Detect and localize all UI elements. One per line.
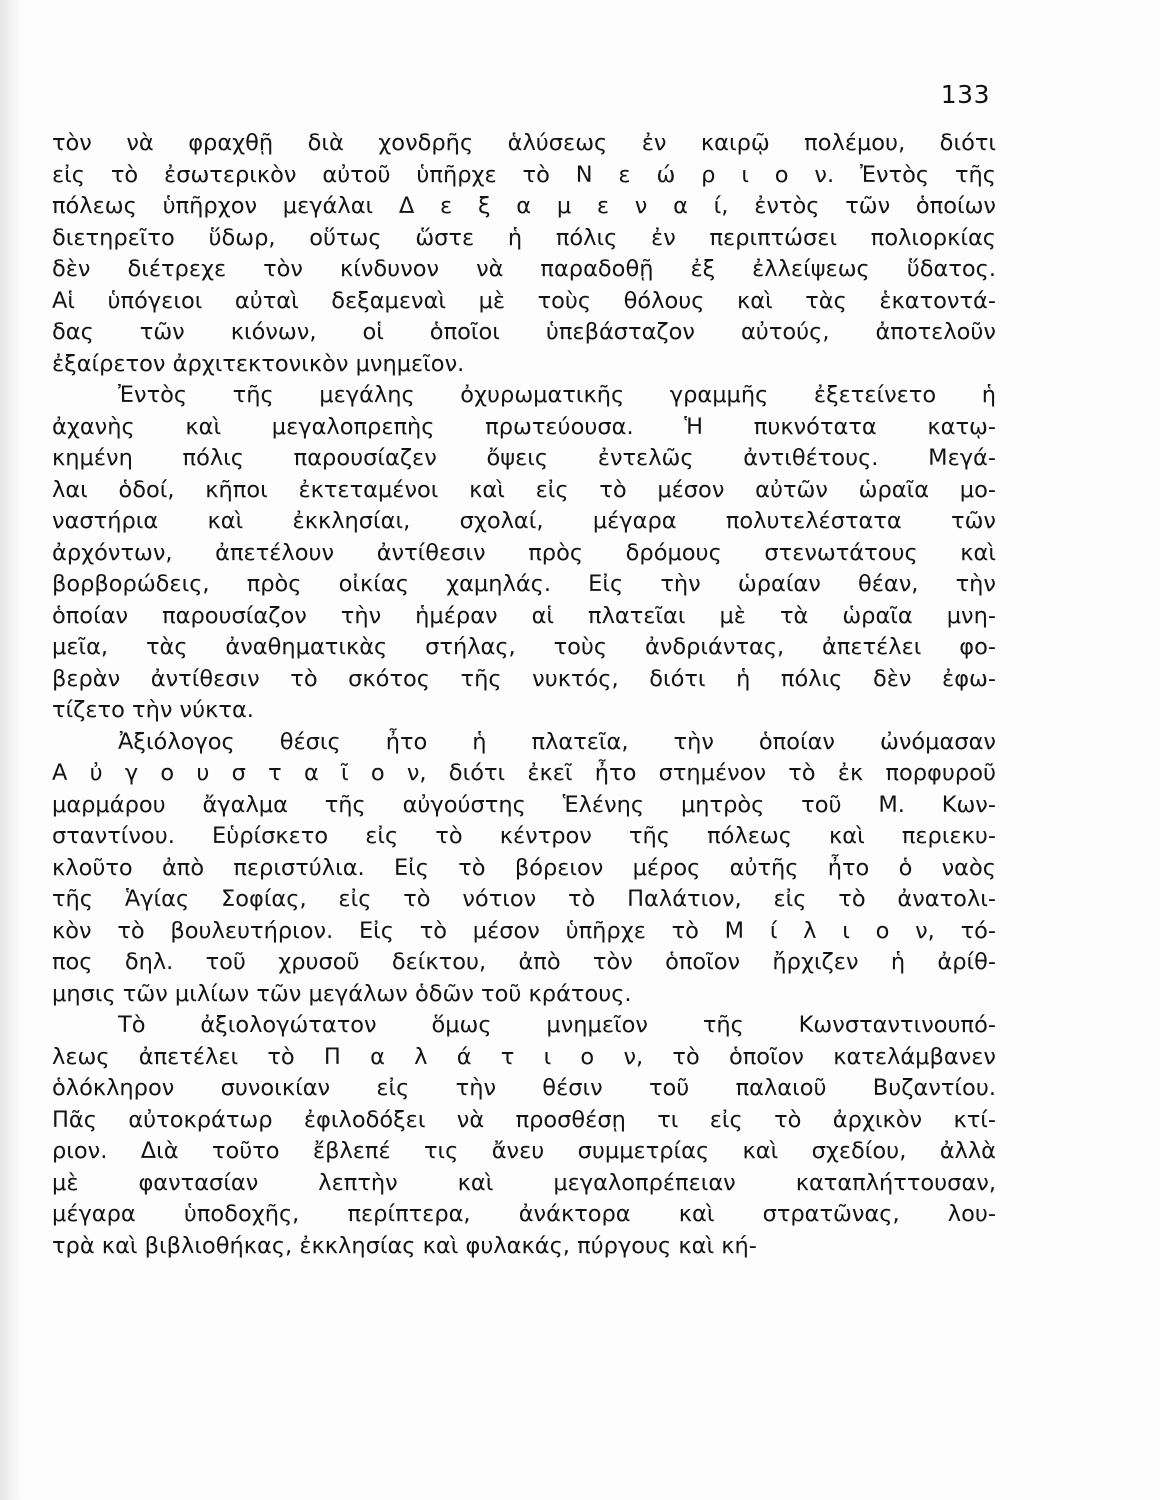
text-line: Πᾶς αὐτοκράτωρ ἐφιλοδόξει νὰ προσθέσῃ τι εἰς τὸ ἀρχικὸν κτί- [52, 1106, 996, 1133]
paragraph [52, 128, 996, 380]
text-line: κὸν τὸ βουλευτήριον. Εἰς τὸ μέσον ὑπῆρχε τὸ Μ ί λ ι ο ν, τό- [52, 917, 996, 944]
text-line: ἐξαίρετον ἀρχιτεκτονικὸν μνημεῖον. [52, 350, 465, 377]
text-line: ριον. Διὰ τοῦτο ἔβλεπέ τις ἄνευ συμμετρίας καὶ σχεδίου, ἀλλὰ [52, 1138, 996, 1164]
text-line: μὲ φαντασίαν λεπτὴν καὶ μεγαλοπρέπειαν καταπλήττουσαν, [52, 1169, 996, 1196]
text-line: ἀχανὴς καὶ μεγαλοπρεπὴς πρωτεύουσα. Ἡ πυκνότατα κατῳ- [52, 413, 996, 440]
text-line: ἀρχόντων, ἀπετέλουν ἀντίθεσιν πρὸς δρόμους στενωτάτους καὶ [52, 539, 996, 566]
text-line: σταντίνου. Εὑρίσκετο εἰς τὸ κέντρον τῆς πόλεως καὶ περιεκυ- [52, 823, 996, 849]
text-line: διετηρεῖτο ὕδωρ, οὕτως ὥστε ἡ πόλις ἐν περιπτώσει πολιορκίας [52, 224, 996, 251]
text-line: Α ὐ γ ο υ σ τ α ῖ ο ν, διότι ἐκεῖ ἦτο στημένον τὸ ἐκ πορφυροῦ [52, 760, 996, 786]
text-line: λεως ἀπετέλει τὸ Π α λ ά τ ι ο ν, τὸ ὁποῖον κατελάμβανεν [52, 1043, 996, 1070]
spine-shadow [0, 0, 22, 1500]
text-line: εἰς τὸ ἐσωτερικὸν αὐτοῦ ὑπῆρχε τὸ Ν ε ώ ρ ι ο ν. Ἐντὸς τῆς [52, 161, 996, 188]
text-line: δας τῶν κιόνων, οἱ ὁποῖοι ὑπεβάσταζον αὐτούς, ἀποτελοῦν [52, 319, 996, 345]
text-line: πος δηλ. τοῦ χρυσοῦ δείκτου, ἀπὸ τὸν ὁποῖον ἤρχιζεν ἡ ἀρίθ- [52, 949, 996, 975]
text-line: Τὸ ἀξιολογώτατον ὅμως μνημεῖον τῆς Κωνσταντινουπό- [118, 1012, 996, 1038]
text-line: πόλεως ὑπῆρχον μεγάλαι Δ ε ξ α μ ε ν α ί, ἐντὸς τῶν ὁποίων [52, 193, 996, 219]
text-line: τῆς Ἁγίας Σοφίας, εἰς τὸ νότιον τὸ Παλάτιον, εἰς τὸ ἀνατολι- [52, 886, 996, 912]
text-line: μέγαρα ὑποδοχῆς, περίπτερα, ἀνάκτορα καὶ στρατῶνας, λου- [52, 1201, 996, 1227]
text-line: λαι ὁδοί, κῆποι ἐκτεταμένοι καὶ εἰς τὸ μέσον αὐτῶν ὡραῖα μο- [52, 476, 996, 503]
body-text [52, 128, 996, 1262]
paragraph [52, 380, 996, 727]
text-line: μεῖα, τὰς ἀναθηματικὰς στήλας, τοὺς ἀνδριάντας, ἀπετέλει φο- [52, 634, 996, 660]
text-line: τρὰ καὶ βιβλιοθήκας, ἐκκλησίας καὶ φυλακάς, πύργους καὶ κή- [52, 1232, 757, 1259]
text-line: βορβορώδεις, πρὸς οἰκίας χαμηλάς. Εἰς τὴν ὡραίαν θέαν, τὴν [52, 571, 996, 597]
text-line: μησις τῶν μιλίων τῶν μεγάλων ὁδῶν τοῦ κράτους. [52, 980, 632, 1007]
text-line: τὸν νὰ φραχθῇ διὰ χονδρῆς ἁλύσεως ἐν καιρῷ πολέμου, διότι [52, 130, 996, 156]
text-line: Ἐντὸς τῆς μεγάλης ὀχυρωματικῆς γραμμῆς ἐξετείνετο ἡ [118, 382, 996, 408]
text-line: βερὰν ἀντίθεσιν τὸ σκότος τῆς νυκτός, διότι ἡ πόλις δὲν ἐφω- [52, 665, 996, 692]
text-line: δὲν διέτρεχε τὸν κίνδυνον νὰ παραδοθῇ ἐξ ἐλλείψεως ὕδατος. [52, 256, 996, 282]
text-line: κλοῦτο ἀπὸ περιστύλια. Εἰς τὸ βόρειον μέρος αὐτῆς ἦτο ὁ ναὸς [52, 854, 996, 881]
text-line: τίζετο τὴν νύκτα. [52, 697, 254, 723]
text-line: ναστήρια καὶ ἐκκλησίαι, σχολαί, μέγαρα πολυτελέστατα τῶν [52, 508, 996, 534]
text-line: μαρμάρου ἄγαλμα τῆς αὐγούστης Ἑλένης μητρὸς τοῦ Μ. Κων- [52, 791, 996, 818]
text-line: Αἱ ὑπόγειοι αὐταὶ δεξαμεναὶ μὲ τοὺς θόλους καὶ τὰς ἑκατοντά- [52, 287, 996, 314]
text-line: Ἀξιόλογος θέσις ἦτο ἡ πλατεῖα, τὴν ὁποίαν ὠνόμασαν [118, 728, 996, 755]
paragraph [52, 1010, 996, 1262]
paragraph [52, 727, 996, 1011]
text-line: κημένη πόλις παρουσίαζεν ὄψεις ἐντελῶς ἀντιθέτους. Μεγά- [52, 445, 996, 471]
text-line: ὁλόκληρον συνοικίαν εἰς τὴν θέσιν τοῦ παλαιοῦ Βυζαντίου. [52, 1075, 996, 1101]
text-line: ὁποίαν παρουσίαζον τὴν ἡμέραν αἱ πλατεῖαι μὲ τὰ ὡραῖα μνη- [52, 602, 996, 629]
page-number: 133 [940, 80, 990, 109]
